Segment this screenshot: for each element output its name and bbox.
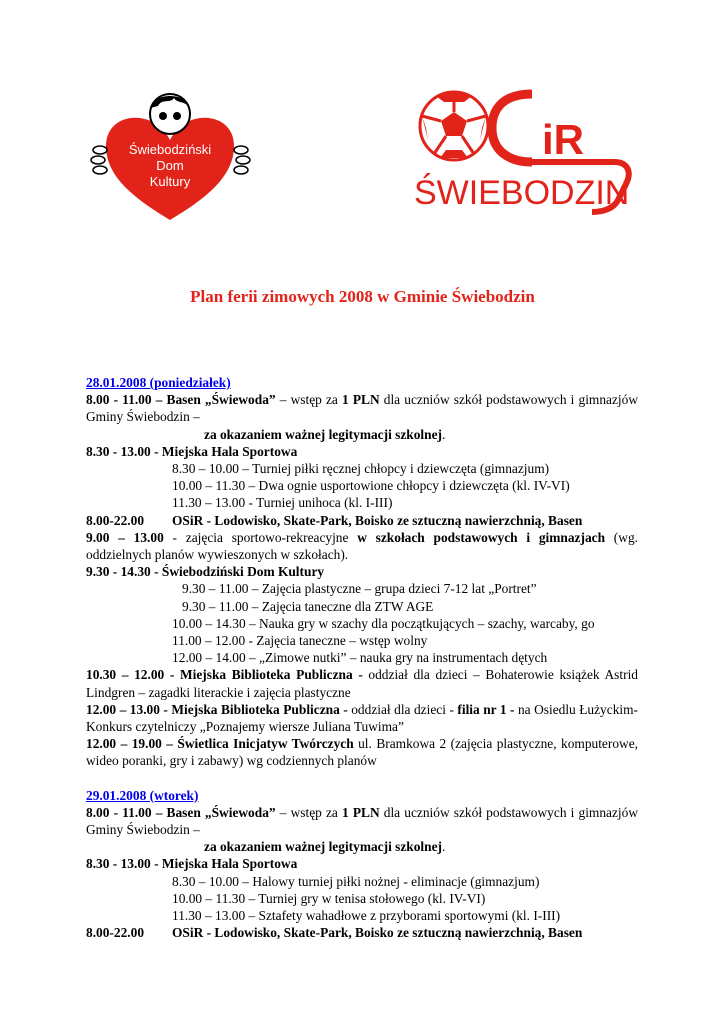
list-item: 8.30 – 10.00 – Turniej piłki ręcznej chłopcy i dziewczęta (gimnazjum) <box>172 461 550 477</box>
day2-basen-cont: za okazaniem ważnej legitymacji szkolnej. <box>204 839 446 855</box>
day1-sdk-heading: 9.30 - 14.30 - Świebodziński Dom Kultury <box>86 564 325 580</box>
list-item: 11.00 – 12.00 - Zajęcia taneczne – wstęp wolny <box>172 633 428 649</box>
list-item: 10.00 – 14.30 – Nauka gry w szachy dla początkujących – szachy, warcaby, go <box>172 615 595 631</box>
list-item: 11.30 – 13.00 - Turniej unihoca (kl. I-III) <box>172 495 393 511</box>
sdk-logo-line3: Kultury <box>149 174 191 189</box>
day2-hala-heading: 8.30 - 13.00 - Miejska Hala Sportowa <box>86 856 298 872</box>
day1-osir: 8.00-22.00 OSiR - Lodowisko, Skate-Park, Boisko ze sztuczną nawierzchnią, Basen <box>86 512 583 528</box>
day2-basen: 8.00 - 11.00 – Basen „Świewoda” – wstęp za 1 PLN dla uczniów szkół podstawowych i gimnazjów Gminy Świebodzin – <box>86 804 639 838</box>
list-item: 9.30 – 11.00 – Zajęcia plastyczne – grupa dzieci 7-12 lat „Portret” <box>182 581 537 597</box>
list-item: 9.30 – 11.00 – Zajęcia taneczne dla ZTW AGE <box>182 598 434 614</box>
page-title: Plan ferii zimowych 2008 w Gminie Świebodzin <box>190 287 535 306</box>
osir-logo-letters: iR <box>542 116 584 163</box>
day1-filia: 12.00 – 13.00 - Miejska Biblioteka Publiczna - oddział dla dzieci - filia nr 1 - na Osiedlu Łużyckim- Konkurs czytelniczy „Poznajemy wiersze Juliana Tuwima” <box>86 701 638 735</box>
list-item: 8.30 – 10.00 – Halowy turniej piłki nożnej - eliminacje (gimnazjum) <box>172 873 540 889</box>
schedule-content <box>86 374 638 942</box>
osir-logo-city: ŚWIEBODZIN <box>414 174 630 212</box>
sdk-child-head <box>150 94 190 134</box>
osir-c-shape <box>492 94 532 162</box>
soccer-ball-icon <box>420 92 488 160</box>
day2-date: 29.01.2008 (wtorek) <box>86 787 199 803</box>
list-item: 10.00 – 11.30 – Dwa ognie usportowione chłopcy i dziewczęta (kl. IV-VI) <box>172 478 570 494</box>
sdk-logo <box>88 88 253 228</box>
osir-logo <box>414 88 634 223</box>
day1-biblioteka: 10.30 – 12.00 - Miejska Biblioteka Publiczna - oddział dla dzieci – Bohaterowie książek Astrid Lindgren – zagadki literackie i zajęcia plastyczne <box>86 667 638 700</box>
day1-szkoly: 9.00 – 13.00 - zajęcia sportowo-rekreacyjne w szkołach podstawowych i gimnazjach (wg. oddzielnych planów wywieszonych w szkołach). <box>86 529 638 563</box>
list-item: 12.00 – 14.00 – „Zimowe nutki” – nauka gry na instrumentach dętych <box>172 650 548 666</box>
day1-basen: 8.00 - 11.00 – Basen „Świewoda” – wstęp za 1 PLN dla uczniów szkół podstawowych i gimnazjów Gminy Świebodzin – <box>86 392 639 425</box>
day1-basen-cont: za okazaniem ważnej legitymacji szkolnej. <box>204 426 446 442</box>
day1-hala-heading: 8.30 - 13.00 - Miejska Hala Sportowa <box>86 443 298 459</box>
day1-swietlica: 12.00 – 19.00 – Świetlica Inicjatyw Twórczych ul. Bramkowa 2 (zajęcia plastyczne, komputerowe, wideo poranki, gry i zabawy) wg codziennych planów <box>86 736 638 769</box>
list-item: 11.30 – 13.00 – Sztafety wahadłowe z przyborami sportowymi (kl. I-III) <box>172 908 561 924</box>
day1-date: 28.01.2008 (poniedziałek) <box>86 375 231 390</box>
day2-osir: 8.00-22.00 OSiR - Lodowisko, Skate-Park, Boisko ze sztuczną nawierzchnią, Basen <box>86 925 583 941</box>
sdk-logo-line2: Dom <box>156 158 184 173</box>
list-item: 10.00 – 11.30 – Turniej gry w tenisa stołowego (kl. IV-VI) <box>172 890 486 906</box>
sdk-logo-line1: Świebodziński <box>128 142 212 157</box>
